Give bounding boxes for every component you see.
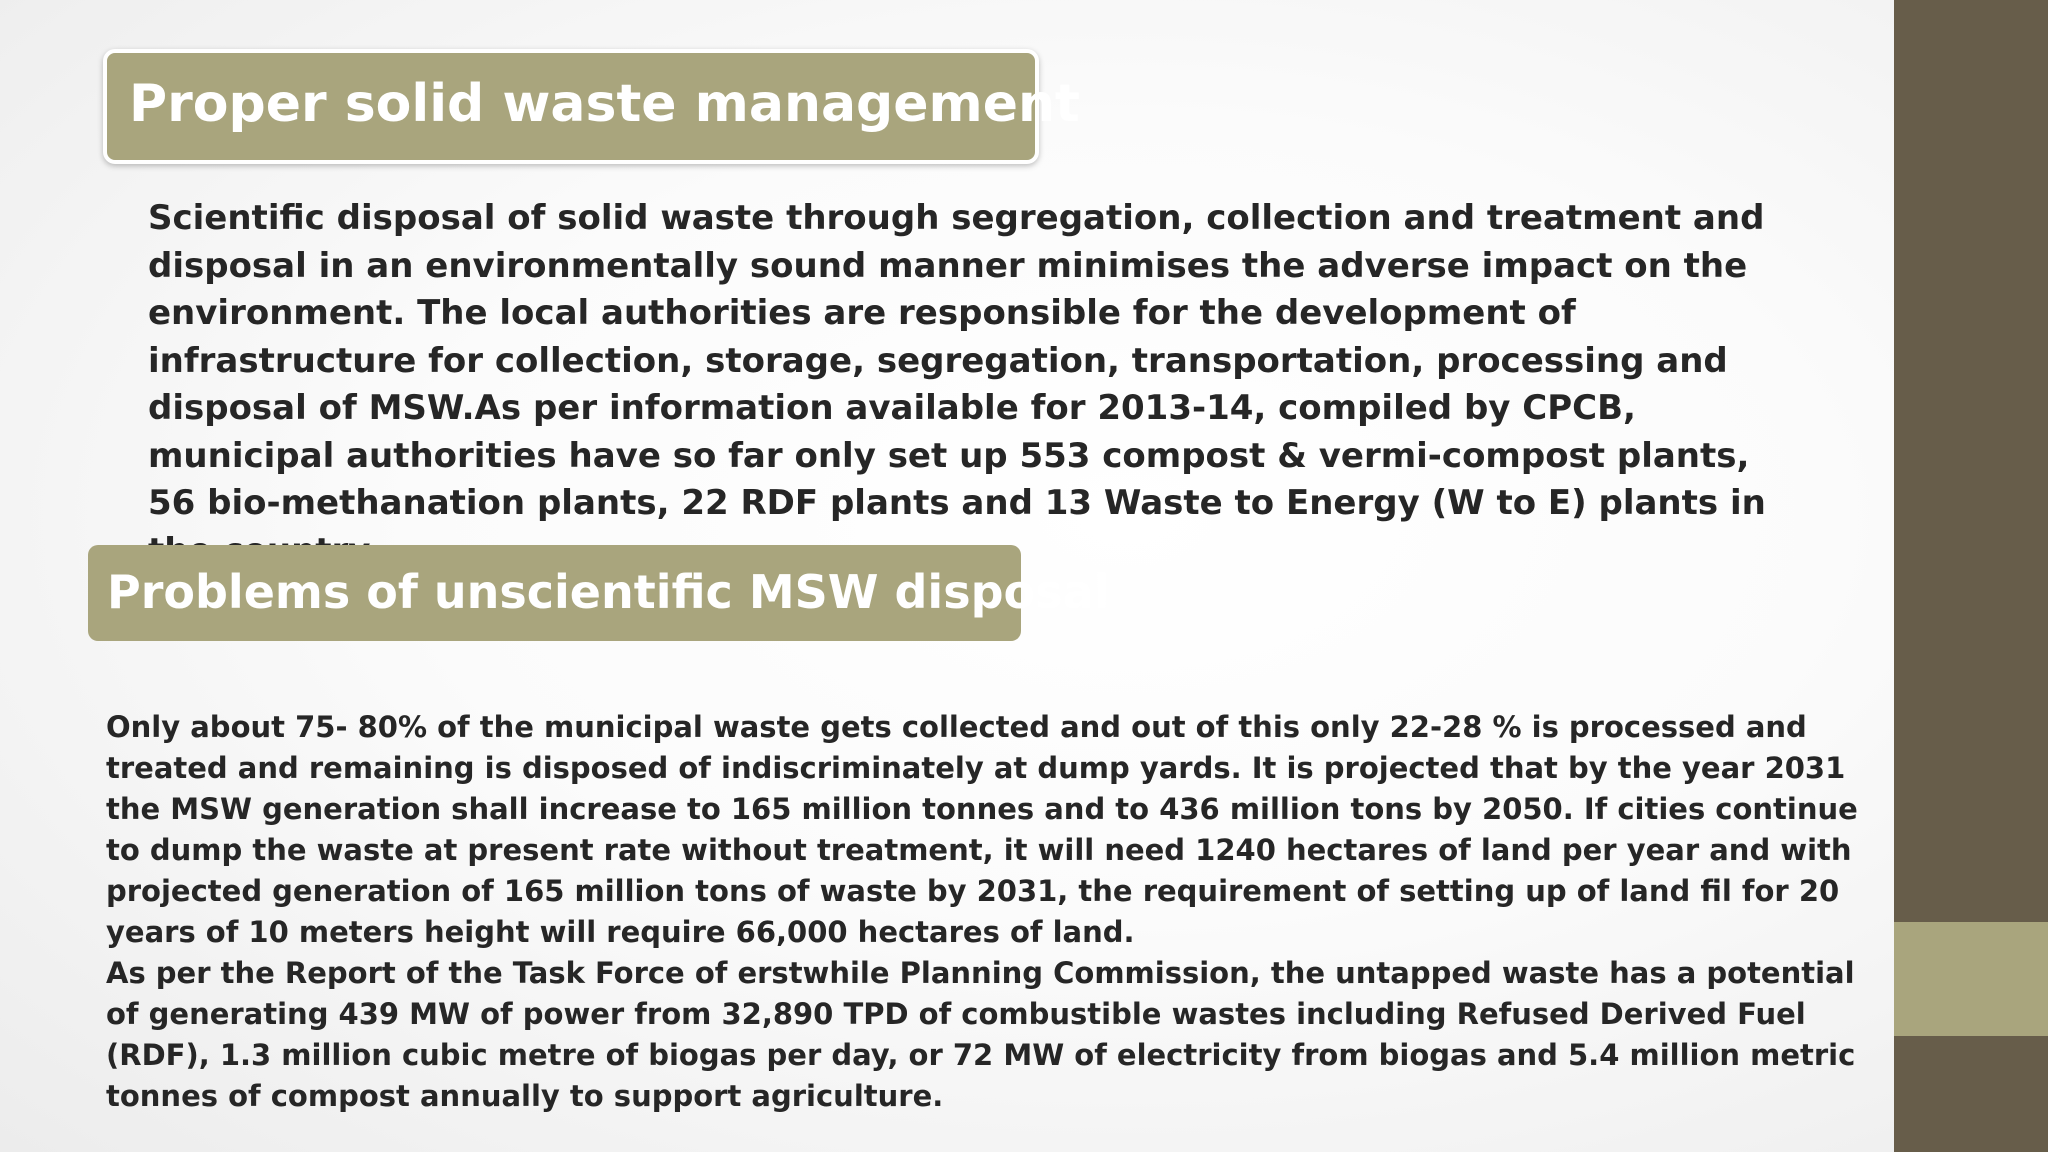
problems-paragraph-2: As per the Report of the Task Force of erstwhile Planning Commission, the untapped waste has a potential of generating 439 MW of power from 32,890 TPD of combustible wastes including Refused Derived Fuel (RDF), 1.3 million cubic metre of biogas per day, or 72 MW of electricity from biogas and 5.4 million metric tonnes of compost annually to support agriculture. bbox=[106, 956, 1856, 1113]
subheading: Problems of unscientific MSW disposal bbox=[107, 565, 1110, 619]
body-paragraph: Scientific disposal of solid waste through segregation, collection and treatment and disposal in an environmentally sound manner minimises the adverse impact on the environment. The local authorities are responsible for the development of infrastructure for collection, storage, segregation, transportation, processing and disposal of MSW.As per information available for 2013-14, compiled by CPCB, municipal authorities have so far only set up 553 compost & vermi-compost plants, 56 bio-methanation plants, 22 RDF plants and 13 Waste to Energy (W to E) plants in bbox=[148, 198, 1766, 523]
slide-title: Proper solid waste management bbox=[129, 74, 1080, 134]
title-box bbox=[103, 49, 1080, 164]
problems-paragraph-1: Only about 75- 80% of the municipal waste gets collected and out of this only 22-28 % is processed and treated and remaining is disposed of indiscriminately at dump yards. It is projected that by the year 2031 the MSW generation shall increase to 165 million tonnes and to 436 million tons by 2050. If cities continue to dump the waste at present rate without treatment, it will need 1240 hectares of land per year and with projected generation of 165 million tons of waste by 2031, the requirement of setting up of land fil for 20 years of 10 meters height will require 66,000 hectares of land. bbox=[106, 710, 1858, 949]
side-accent-block bbox=[1894, 922, 2048, 1036]
subheading-box bbox=[88, 545, 1110, 641]
